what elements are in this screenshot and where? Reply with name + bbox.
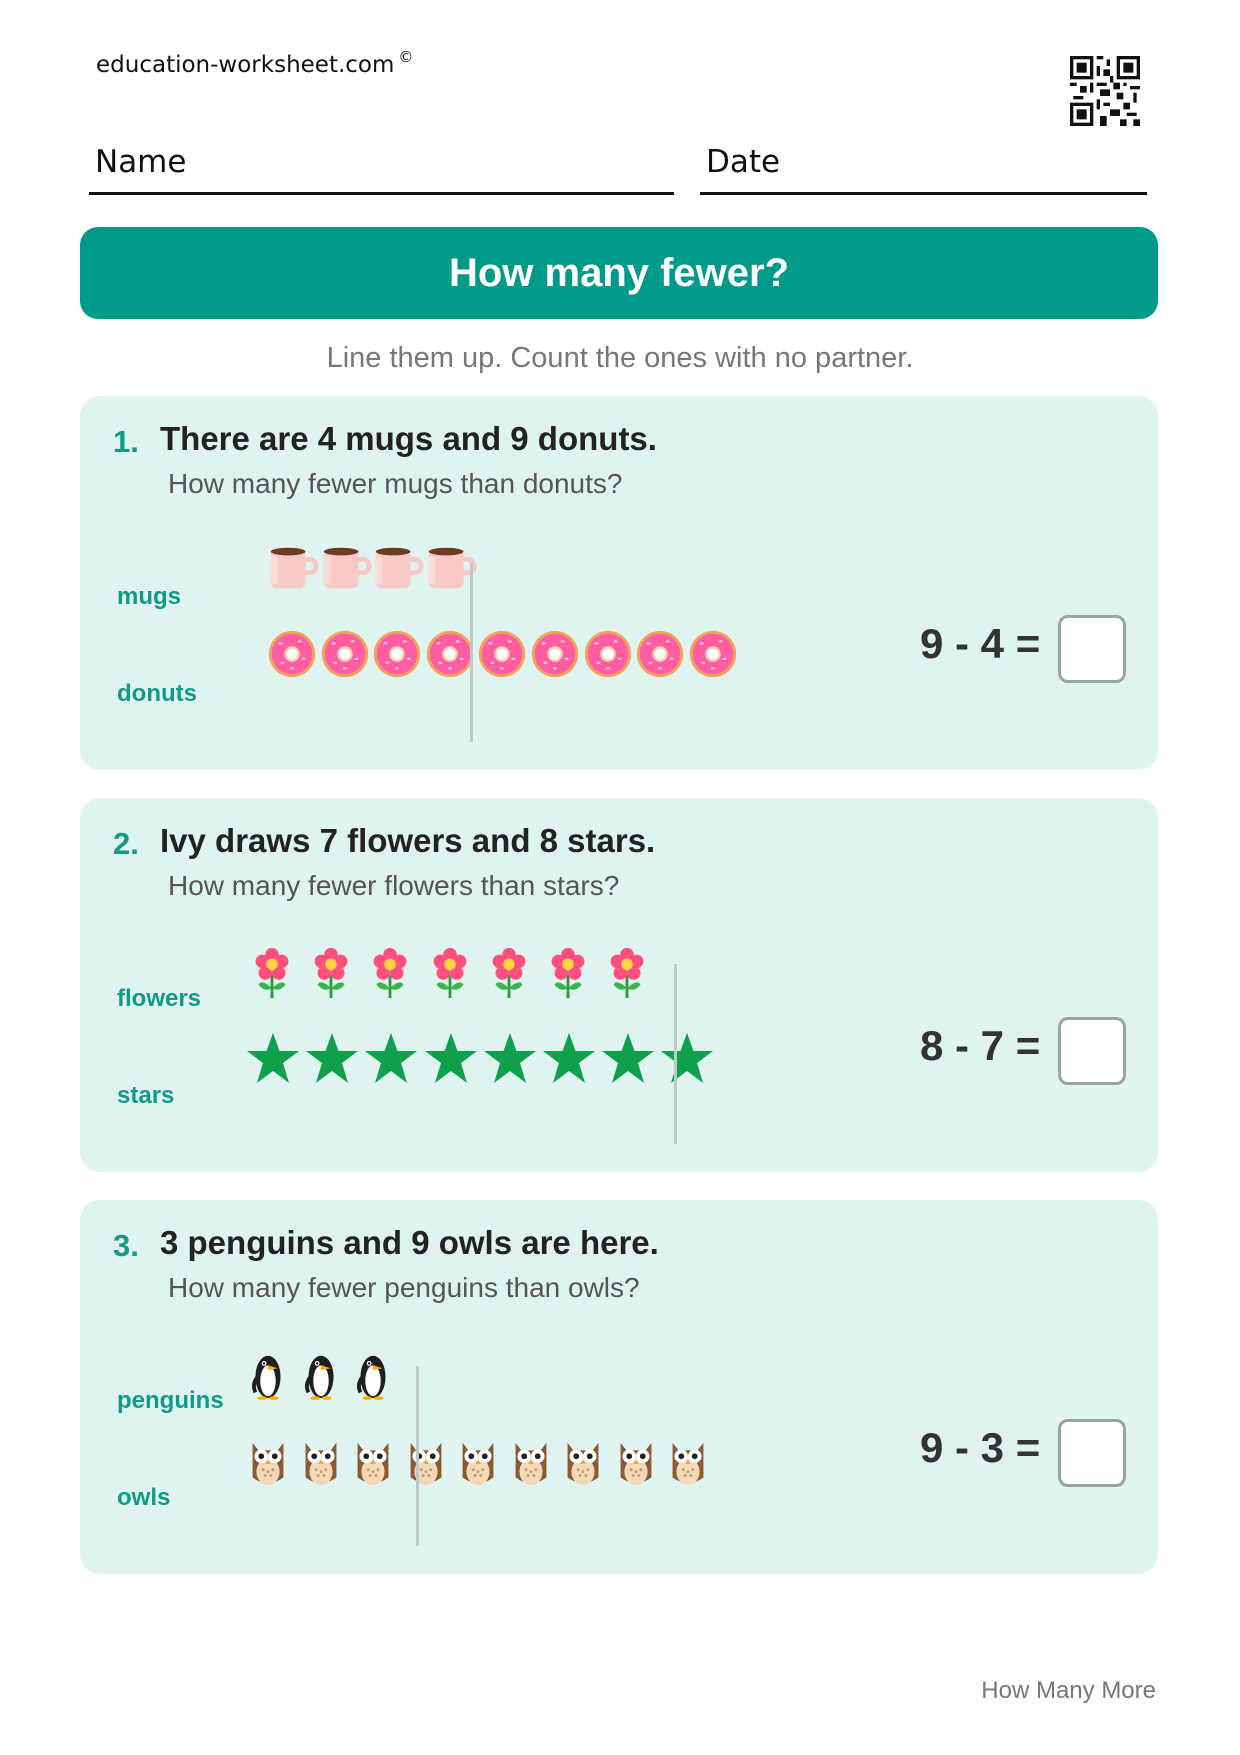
owl-icon <box>241 1435 295 1494</box>
bottom-row-label: donuts <box>117 680 197 707</box>
page-title: How many fewer? <box>448 250 790 295</box>
penguin-icon <box>294 1348 348 1407</box>
flower-icon <box>423 946 477 1005</box>
flower-icon <box>600 946 654 1005</box>
owl-icon <box>294 1435 348 1494</box>
answer-box[interactable] <box>1058 1017 1126 1085</box>
mug-icon <box>265 540 319 599</box>
star-icon <box>245 1031 301 1092</box>
name-field[interactable] <box>89 140 674 195</box>
problem-card-2 <box>80 798 1158 1172</box>
problem-number: 1. <box>113 424 139 459</box>
title-banner <box>80 227 1158 319</box>
donut-icon <box>581 627 635 686</box>
donut-icon <box>265 627 319 686</box>
flower-icon <box>541 946 595 1005</box>
mug-icon <box>318 540 372 599</box>
partner-divider-line <box>416 1366 419 1546</box>
instructions: Line them up. Count the ones with no partner. <box>326 342 914 374</box>
footer-label: How Many More <box>981 1677 1156 1704</box>
date-field[interactable] <box>700 140 1147 195</box>
star-icon <box>363 1031 419 1092</box>
site-name <box>96 48 413 78</box>
mug-icon <box>370 540 424 599</box>
star-icon <box>600 1031 656 1092</box>
owl-icon <box>399 1435 453 1494</box>
problem-question: How many fewer penguins than owls? <box>168 1272 640 1303</box>
bottom-row-label: stars <box>117 1082 175 1109</box>
flower-icon <box>363 946 417 1005</box>
star-icon <box>659 1031 715 1092</box>
problem-title: There are 4 mugs and 9 donuts. <box>160 420 657 457</box>
star-icon <box>423 1031 479 1092</box>
problem-title: Ivy draws 7 flowers and 8 stars. <box>160 822 656 859</box>
top-row-label: penguins <box>117 1387 224 1414</box>
problem-question: How many fewer flowers than stars? <box>168 870 620 901</box>
donut-icon <box>423 627 477 686</box>
partner-divider-line <box>470 562 473 742</box>
copyright-mark: © <box>398 48 414 66</box>
site-url: education-worksheet.com <box>96 52 395 78</box>
flower-icon <box>304 946 358 1005</box>
star-icon <box>304 1031 360 1092</box>
problem-card-3 <box>80 1200 1158 1574</box>
equation: 8 - 7 = <box>920 1022 1041 1069</box>
star-icon <box>482 1031 538 1092</box>
answer-box[interactable] <box>1058 615 1126 683</box>
problem-question: How many fewer mugs than donuts? <box>168 468 623 499</box>
penguin-icon <box>346 1348 400 1407</box>
donut-icon <box>686 627 740 686</box>
donut-icon <box>633 627 687 686</box>
owl-icon <box>346 1435 400 1494</box>
owl-icon <box>451 1435 505 1494</box>
problem-title: 3 penguins and 9 owls are here. <box>160 1224 659 1261</box>
donut-icon <box>318 627 372 686</box>
owl-icon <box>504 1435 558 1494</box>
star-icon <box>541 1031 597 1092</box>
penguin-icon <box>241 1348 295 1407</box>
top-row-label: mugs <box>117 583 182 610</box>
name-label: Name <box>95 144 187 180</box>
owl-icon <box>661 1435 715 1494</box>
flower-icon <box>482 946 536 1005</box>
donut-icon <box>528 627 582 686</box>
partner-divider-line <box>674 964 677 1144</box>
problem-number: 2. <box>113 826 139 861</box>
equation: 9 - 3 = <box>920 1424 1041 1471</box>
donut-icon <box>370 627 424 686</box>
owl-icon <box>556 1435 610 1494</box>
top-row-label: flowers <box>117 985 202 1012</box>
bottom-row-label: owls <box>117 1484 171 1511</box>
mug-icon <box>423 540 477 599</box>
answer-box[interactable] <box>1058 1419 1126 1487</box>
date-label: Date <box>706 144 781 180</box>
flower-icon <box>245 946 299 1005</box>
problem-card-1 <box>80 396 1158 770</box>
owl-icon <box>609 1435 663 1494</box>
problem-number: 3. <box>113 1228 139 1263</box>
qr-code-icon <box>1070 56 1140 126</box>
equation: 9 - 4 = <box>920 620 1041 667</box>
donut-icon <box>475 627 529 686</box>
